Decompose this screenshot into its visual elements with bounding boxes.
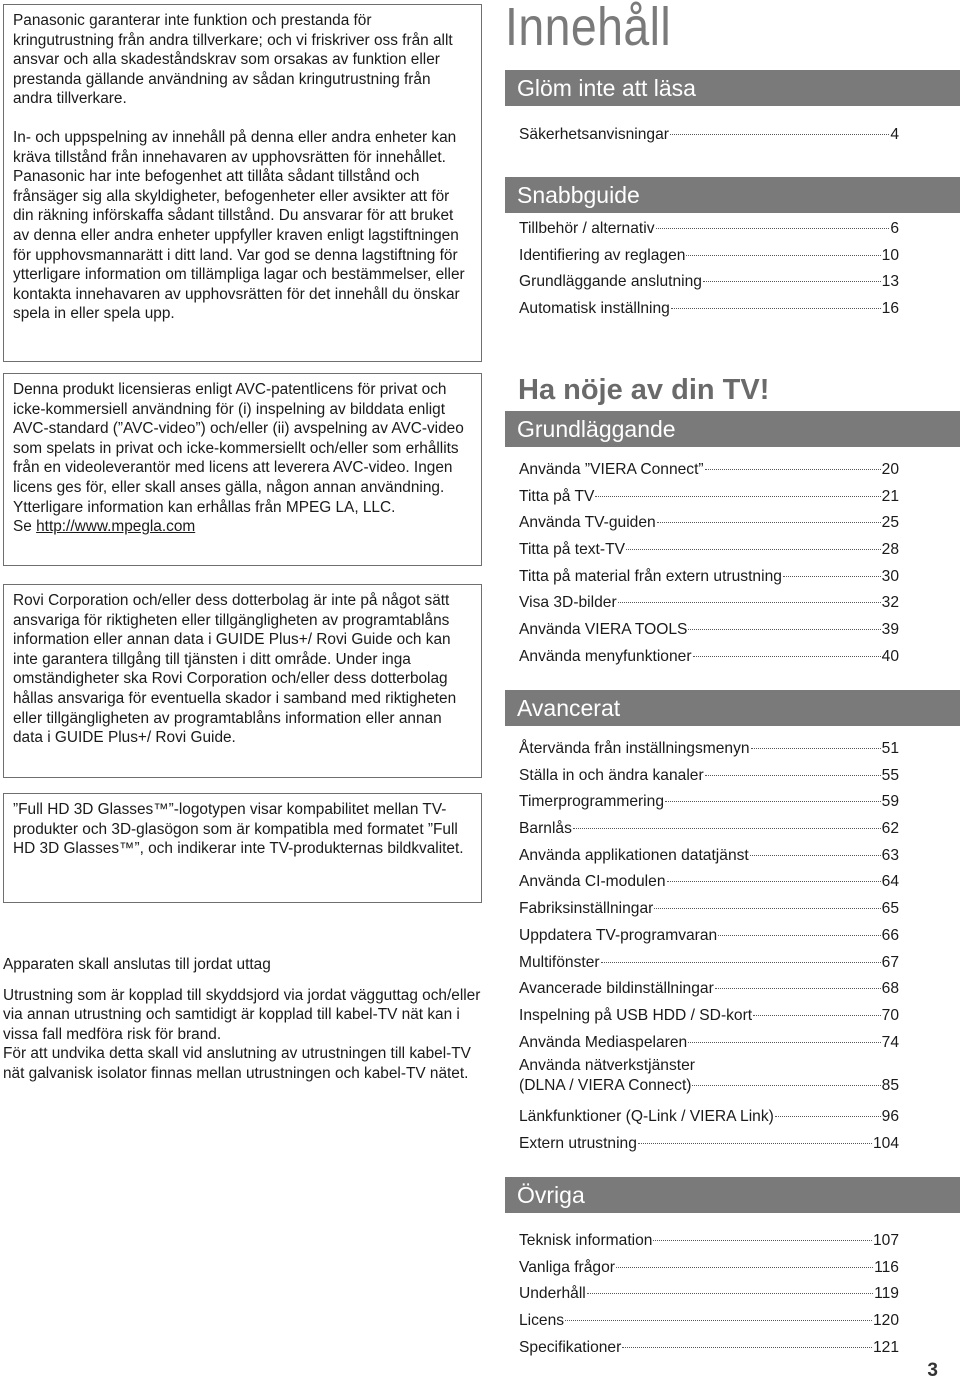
toc-page-number: 10 [881,246,899,264]
toc-entry-title: Titta på TV [519,487,595,505]
toc-dot-leader [688,629,880,630]
toc-dot-leader [703,281,881,282]
toc-entry[interactable] [519,1030,899,1057]
toc-entry[interactable] [519,763,899,790]
toc-page-number: 55 [881,766,899,784]
toc-entry-title: Fabriksinställningar [519,900,654,918]
toc-page-number: 66 [881,926,899,944]
toc-entry[interactable] [519,976,899,1003]
toc-dot-leader [665,801,881,802]
toc-entry-title: Använda menyfunktioner [519,647,692,665]
toc-page-number: 65 [881,900,899,918]
toc-entry-title: Använda nätverkstjänster [519,1057,695,1075]
toc-dot-leader [783,576,881,577]
toc-dot-leader [565,1320,872,1321]
toc-entry[interactable] [519,484,899,511]
toc-dot-leader [667,881,881,882]
toc-page-number: 96 [881,1108,899,1126]
toc-dot-leader [670,134,889,135]
toc-page-number: 20 [881,461,899,478]
toc-dot-leader [595,496,880,497]
toc-entry[interactable] [519,296,899,323]
toc-page-number: 4 [890,126,899,143]
toc-entry[interactable] [519,122,899,149]
toc-page-number: 63 [881,846,899,864]
avc-license-box [3,373,482,566]
toc-dot-leader [671,308,881,309]
toc-dot-leader [573,828,881,829]
toc-page-number: 116 [874,1258,899,1276]
toc-dot-leader [750,855,881,856]
toc-dot-leader [753,1015,881,1016]
toc-page-number: 51 [881,740,899,757]
avc-license-text: Denna produkt licensieras enligt AVC-patentlicens för privat och icke-kommersiell användning för (i) inspelning av bilddata enligt AVC-standard (”AVC-video”) och/eller (ii) avspelning av AVC-video som spelats in privat och icke-kommersiellt och/eller som erhållits från en videoleverantör med licens att leverera AVC-video. Ingen licens ges för, eller skall anses gälla, någon annan användning. Ytterligare information kan erhållas från MPEG LA, LLC. Se http://www.mpegla.com [13,381,464,536]
toc-entry-title: Specifikationer [519,1338,622,1356]
toc-list-glom-inte-att-lasa [519,122,899,149]
toc-entry[interactable] [519,644,899,671]
toc-dot-leader [618,602,881,603]
toc-page-number: 119 [874,1285,899,1303]
section-header-ovriga: Övriga [505,1177,960,1213]
section-header-glom-inte-att-lasa: Glöm inte att läsa [505,70,960,106]
toc-page-number: 6 [890,220,899,237]
toc-dot-leader [688,1042,880,1043]
toc-page-number: 59 [881,793,899,811]
toc-page-number: 21 [881,487,899,505]
toc-entry[interactable] [519,1335,899,1362]
toc-dot-leader [656,228,890,229]
toc-entry-title: Underhåll [519,1285,586,1303]
toc-entry-title: Länkfunktioner (Q-Link / VIERA Link) [519,1108,774,1126]
toc-dot-leader [616,1267,873,1268]
toc-entry-title: Barnlås [519,820,572,838]
toc-page-number: 121 [872,1338,899,1356]
toc-entry[interactable] [519,950,899,977]
toc-dot-leader [692,1085,880,1086]
toc-dot-leader [638,1143,872,1144]
toc-entry[interactable] [519,789,899,816]
toc-entry-title: Titta på text-TV [519,541,626,559]
disclaimer-peripherals-text: Panasonic garanterar inte funktion och prestanda för kringutrustning från andra tillverkare; och vi friskriver oss från allt ansvar och alla skadeståndskrav som orsakas av funktion eller prestanda gällande användning av sådan kringutrustning från andra tillverkare. [13,12,453,108]
toc-page-number: 68 [881,980,899,998]
toc-entry-title: Grundläggande anslutning [519,273,702,291]
toc-dot-leader [775,1116,881,1117]
toc-page-number: 64 [881,873,899,891]
toc-entry-title: Titta på material från extern utrustning [519,567,782,585]
toc-page-number: 25 [881,514,899,532]
toc-entry[interactable] [519,1308,899,1335]
rovi-disclaimer-text: Rovi Corporation och/eller dess dotterbolag är inte på något sätt ansvariga för riktigheten eller tillgängligheten av programtablåns information eller annan data i GUIDE Plus+/ Rovi Guide och kan inte garantera tillgång till tjänsten i ditt område. Under inga omständigheter ska Rovi Corporation och/eller dess dotterbolag hållas ansvariga för eventuella skador i samband med riktigheten eller tillgängligheten av programtablåns information eller annan data i GUIDE Plus+/ Rovi Guide. [13,592,457,747]
toc-entry-title: Extern utrustning [519,1134,637,1152]
toc-page-number: 85 [881,1077,899,1095]
toc-entry[interactable] [519,1131,899,1158]
toc-dot-leader [751,748,881,749]
toc-dot-leader [657,522,881,523]
toc-entry-title: Visa 3D-bilder [519,594,617,612]
toc-entry[interactable] [519,1228,899,1255]
toc-page-number: 30 [881,567,899,585]
toc-entry-title: Multifönster [519,953,600,971]
toc-dot-leader [601,962,881,963]
toc-page-number: 32 [881,594,899,612]
toc-page-number: 67 [881,953,899,971]
toc-entry[interactable] [519,457,899,484]
page-number: 3 [927,1360,938,1381]
toc-page-number: 70 [881,1006,899,1024]
full-hd-3d-glasses-text: ”Full HD 3D Glasses™”-logotypen visar kompabilitet mellan TV-produkter och 3D-glasögon som är kompatibla med formatet ”Full HD 3D Glasses™”, och indikerar inte TV-produkternas bildkvalitet. [13,801,464,858]
toc-page-number: 104 [872,1134,899,1152]
toc-entry-title: Använda VIERA TOOLS [519,621,688,639]
toc-page-number: 13 [881,273,899,291]
toc-entry[interactable] [519,216,899,243]
toc-dot-leader [693,656,881,657]
toc-list-grundlaggande [519,457,899,671]
toc-page-number: 40 [881,647,899,665]
toc-page-number: 62 [881,820,899,838]
toc-entry[interactable] [519,843,899,870]
toc-entry-title: Ställa in och ändra kanaler [519,766,704,784]
section-header-snabbguide: Snabbguide [505,177,960,213]
mpeg-info-text: Ytterligare information kan erhållas från MPEG LA, LLC. [13,498,396,516]
toc-entry-title: Använda Mediaspelaren [519,1033,688,1051]
toc-list-ovriga [519,1228,899,1361]
toc-entry-title: Identifiering av reglagen [519,246,686,264]
toc-entry[interactable] [519,869,899,896]
toc-entry-title: Använda ”VIERA Connect” [519,461,704,478]
toc-page-number: 39 [881,621,899,639]
toc-entry[interactable] [519,617,899,644]
mpegla-link[interactable]: http://www.mpegla.com [36,518,196,536]
toc-entry-title: Använda CI-modulen [519,873,666,891]
toc-entry-title: Automatisk inställning [519,300,670,318]
toc-dot-leader [587,1293,873,1294]
toc-entry[interactable] [519,269,899,296]
toc-list-snabbguide [519,216,899,323]
section-header-avancerat: Avancerat [505,690,960,726]
toc-entry[interactable] [519,1056,899,1104]
toc-entry-title: Använda TV-guiden [519,514,656,532]
toc-entry-title: Vanliga frågor [519,1258,615,1276]
toc-entry[interactable] [519,243,899,270]
page-title: Innehåll [505,0,672,57]
toc-entry[interactable] [519,1003,899,1030]
toc-dot-leader [626,549,881,550]
toc-entry-title: Återvända från inställningsmenyn [519,740,750,757]
toc-dot-leader [718,935,880,936]
toc-dot-leader [705,775,881,776]
table-of-contents [505,0,960,1384]
toc-entry-title: Använda applikationen datatjänst [519,846,749,864]
toc-dot-leader [715,988,881,989]
toc-entry[interactable] [519,736,899,763]
toc-entry[interactable] [519,923,899,950]
toc-entry-title: Licens [519,1312,565,1330]
toc-entry[interactable] [519,816,899,843]
toc-entry-title: Avancerade bildinställningar [519,980,714,998]
toc-dot-leader [705,469,881,470]
toc-page-number: 28 [881,541,899,559]
toc-entry-title: Inspelning på USB HDD / SD-kort [519,1006,753,1024]
toc-page-number: 107 [872,1232,899,1249]
rovi-disclaimer-box [3,584,482,778]
toc-entry[interactable] [519,590,899,617]
toc-list-avancerat [519,736,899,1158]
toc-entry-title: Teknisk information [519,1232,653,1249]
toc-entry-title: Timerprogrammering [519,793,664,811]
grounding-heading: Apparaten skall anslutas till jordat uttag [3,956,271,973]
grounding-notice [3,955,481,1084]
toc-entry[interactable] [519,537,899,564]
toc-page-number: 120 [872,1312,899,1330]
toc-dot-leader [622,1347,872,1348]
toc-entry[interactable] [519,1281,899,1308]
toc-dot-leader [654,908,880,909]
toc-entry[interactable] [519,1104,899,1131]
toc-page-number: 74 [881,1033,899,1051]
subtitle-ha-noje: Ha nöje av din TV! [518,374,770,406]
toc-entry[interactable] [519,510,899,537]
disclaimer-copyright-text: In- och uppspelning av innehåll på denna eller andra enheter kan kräva tillstånd från innehavaren av upphovsrätten för innehållet. Panasonic har inte befogenhet att tillåta sådant tillstånd och frånsäger sig alla skyldigheter, befogenheter eller avsikter att för din räkning införskaffa sådant tillstånd. Du ansvarar för att bruket av denna eller andra enheter uppfyller kraven enligt lagstiftningen för upphovsmannarätt i ditt land. Var god se denna lagstiftning för ytterligare information om tillämpliga lagar och bestämmelser, eller kontakta innehavaren av upphovsrätten för det innehåll du önskar spela in eller spela upp. [13,128,465,323]
toc-entry[interactable] [519,1255,899,1282]
toc-entry[interactable] [519,896,899,923]
toc-page-number: 16 [881,300,899,318]
disclaimer-box-peripherals [3,4,482,362]
toc-dot-leader [686,255,880,256]
toc-dot-leader [653,1240,872,1241]
toc-entry-title: Tillbehör / alternativ [519,220,655,237]
grounding-text: Utrustning som är kopplad till skyddsjord via jordat vägguttag och/eller via annan utrustning och samtidigt är kopplad till kabel-TV nät kan i vissa fall medföra risk för brand. För att undvika detta skall vid anslutning av utrustningen till kabel-TV nät galvanisk isolator finnas mellan utrustningen och kabel-TV nätet. [3,986,481,1082]
toc-entry-title: Säkerhetsanvisningar [519,126,669,143]
section-header-grundlaggande: Grundläggande [505,411,960,447]
toc-entry-title-line2: (DLNA / VIERA Connect) [519,1077,692,1095]
toc-entry[interactable] [519,564,899,591]
toc-entry-title: Uppdatera TV-programvaran [519,926,718,944]
full-hd-3d-glasses-box [3,793,482,903]
